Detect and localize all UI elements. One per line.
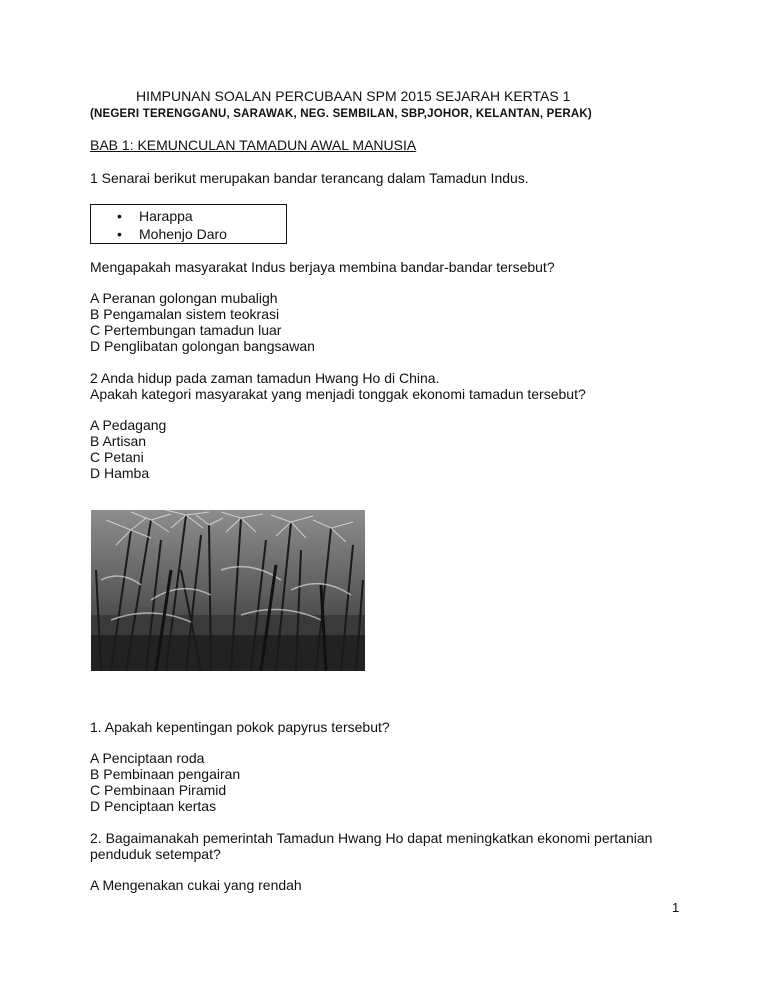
q1-option-c: C Pertembungan tamadun luar	[90, 322, 282, 338]
q3-option-b: B Pembinaan pengairan	[90, 766, 241, 782]
chapter-heading: BAB 1: KEMUNCULAN TAMADUN AWAL MANUSIA	[90, 137, 417, 153]
q2-option-d: D Hamba	[90, 465, 150, 481]
q2-option-b: B Artisan	[90, 433, 147, 449]
q3-option-a: A Penciptaan roda	[90, 750, 205, 766]
bullet-icon: •	[117, 226, 122, 242]
bullet-icon: •	[117, 208, 122, 224]
q1-option-a: A Peranan golongan mubaligh	[90, 290, 278, 306]
q1-question: Mengapakah masyarakat Indus berjaya membina bandar-bandar tersebut?	[90, 259, 555, 275]
q2-stem-line1: 2 Anda hidup pada zaman tamadun Hwang Ho di China.	[90, 370, 440, 386]
page-number: 1	[672, 900, 680, 915]
document-subtitle: (NEGERI TERENGGANU, SARAWAK, NEG. SEMBILAN, SBP,JOHOR, KELANTAN, PERAK)	[90, 108, 592, 120]
q3-question: 1. Apakah kepentingan pokok papyrus tersebut?	[90, 719, 390, 735]
list-item: • Mohenjo Daro	[117, 226, 227, 242]
list-item: • Harappa	[117, 208, 193, 224]
q3-option-d: D Penciptaan kertas	[90, 798, 217, 814]
q4-option-a: A Mengenakan cukai yang rendah	[90, 877, 302, 893]
q2-option-a: A Pedagang	[90, 417, 167, 433]
q1-option-d: D Penglibatan golongan bangsawan	[90, 338, 315, 354]
q1-stem: 1 Senarai berikut merupakan bandar terancang dalam Tamadun Indus.	[90, 170, 529, 186]
q2-stem-line2: Apakah kategori masyarakat yang menjadi tonggak ekonomi tamadun tersebut?	[90, 386, 586, 402]
q4-stem-line1: 2. Bagaimanakah pemerintah Tamadun Hwang Ho dapat meningkatkan ekonomi pertanian	[90, 830, 653, 846]
q4-stem-line2: penduduk setempat?	[90, 846, 221, 862]
document-title: HIMPUNAN SOALAN PERCUBAAN SPM 2015 SEJARAH KERTAS 1	[136, 88, 571, 104]
city-list-box	[90, 204, 287, 244]
q1-option-b: B Pengamalan sistem teokrasi	[90, 306, 280, 322]
q2-option-c: C Petani	[90, 449, 144, 465]
q3-option-c: C Pembinaan Piramid	[90, 782, 227, 798]
papyrus-photo	[91, 510, 365, 671]
